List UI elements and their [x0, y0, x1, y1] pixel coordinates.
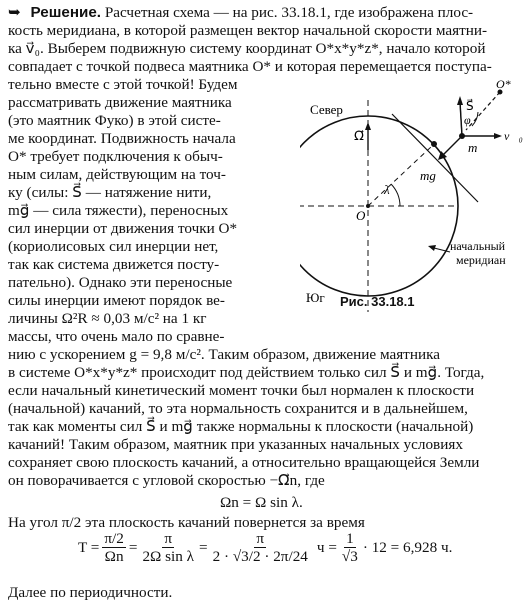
fraction-2-den: 2Ω sin λ: [142, 548, 194, 565]
suspension-label: O*: [496, 80, 511, 91]
full-line-4: (начальной) качаний, то эта нормальность сохранится и в дальнейшем,: [8, 400, 468, 417]
left-line-5: ным силам, действующим на точ-: [8, 166, 226, 183]
omega-arrowhead: [365, 122, 371, 130]
fraction-1: [102, 530, 125, 565]
surface-point: [431, 141, 437, 147]
full-line-6: качаний! Таким образом, маятник при указанных начальных условиях: [8, 436, 463, 453]
full-line-2: в системе O*x*y*z* происходит под действием только сил S⃗ и mg⃗. Тогда,: [8, 364, 485, 381]
meridian-pointer-head: [428, 245, 436, 251]
full-line-5: так как моменты сил S⃗ и mg⃗ также нормальны к плоскости (начальной): [8, 418, 474, 435]
fraction-4-num: 1: [346, 530, 354, 547]
unit-hours: ч =: [316, 538, 337, 556]
left-line-13: личины Ω²R ≈ 0,03 м/с² на 1 кг: [8, 310, 207, 327]
fraction-1-den: Ωn: [104, 548, 124, 565]
fraction-4: [340, 530, 360, 565]
left-line-14: массы, что очень мало по сравне-: [8, 328, 225, 345]
left-line-4: O* требует подключения к обыч-: [8, 148, 223, 165]
fraction-1-num: π/2: [104, 530, 124, 547]
south-label: Юг: [306, 290, 325, 305]
meridian-figure: [300, 80, 528, 320]
intro-line-5: тельно вместе с этой точкой! Будем: [8, 76, 238, 93]
intro-line-3: ка v⃗₀. Выберем подвижную систему координат O*x*y*z*, начало которой: [8, 40, 486, 57]
full-line-1: нию с ускорением g = 9,8 м/с². Таким образом, движение маятника: [8, 346, 440, 363]
tension-label: S⃗: [466, 99, 474, 113]
phi-label: φ: [464, 113, 471, 127]
origin-point: [366, 204, 370, 208]
left-line-12: силы инерции имеют порядок ве-: [8, 292, 225, 309]
fraction-4-den: √3: [341, 548, 358, 565]
left-line-11: пательно). Однако эти переносные: [8, 274, 233, 291]
equals-1: =: [128, 538, 138, 556]
equals-2: =: [199, 538, 208, 556]
lambda-label: λ: [384, 182, 390, 197]
left-line-9: (кориолисовых сил инерции нет,: [8, 238, 219, 255]
mass-point: [459, 133, 465, 139]
full-line-8: он поворачивается с угловой скоростью −Ω⃗n, где: [8, 472, 325, 489]
tension-arrowhead: [457, 96, 463, 105]
formula-tail: · 12 = 6,928 ч.: [362, 538, 453, 556]
north-label: Север: [310, 102, 343, 117]
full-line-7: сохраняет свою плоскость качаний, а относительно вращающейся Земли: [8, 454, 480, 471]
tangent-line: [392, 114, 478, 202]
last-line: Далее по периодичности.: [8, 584, 173, 601]
formula-omega-n: Ωn = Ω sin λ.: [220, 494, 303, 511]
tension-arrow: [460, 102, 462, 136]
intro-line-1: [8, 4, 473, 22]
phi-arc: [472, 112, 478, 126]
solution-heading: Решение.: [30, 4, 102, 21]
meridian-label-1: начальный: [450, 239, 506, 253]
turn-time-line: На угол π/2 эта плоскость качаний повернется за время: [8, 514, 365, 531]
omega-label: Ω⃗: [354, 128, 364, 143]
left-line-2: (это маятник Фуко) в этой систе-: [8, 112, 221, 129]
gravity-arrow: [442, 136, 462, 156]
intro-line-2: кость меридиана, в которой размещен вектор начальной скорости маятни-: [8, 22, 488, 39]
intro-text-1: Расчетная схема — на рис. 33.18.1, где изображена плос-: [104, 4, 474, 21]
fraction-3-num: π: [256, 530, 265, 547]
lambda-arc: [391, 184, 400, 206]
intro-line-4: совпадает с точкой подвеса маятника O* и которая перемещается поступа-: [8, 58, 492, 75]
origin-label: O: [356, 208, 366, 223]
left-line-10: так как система движется посту-: [8, 256, 220, 273]
left-line-8: сил инерции от движения точки O*: [8, 220, 238, 237]
meridian-label-2: меридиан: [456, 253, 506, 267]
period-formula: [78, 530, 452, 565]
left-line-1: рассматривать движение маятника: [8, 94, 232, 111]
velocity-label: v⃗₀: [504, 129, 523, 143]
meridian-diagram: [300, 80, 528, 320]
full-line-3: если начальный кинетический момент точки был нормален к плоскости: [8, 382, 475, 399]
fraction-2: [140, 530, 196, 565]
fraction-3: [211, 530, 310, 565]
velocity-arrowhead: [494, 133, 502, 139]
formula-lhs: T =: [78, 538, 100, 556]
arrow-marker-icon: ➥: [8, 4, 21, 21]
figure-caption: Рис. 33.18.1: [340, 294, 415, 309]
left-line-3: ме координат. Подвижность начала: [8, 130, 236, 147]
fraction-2-num: π: [164, 530, 173, 547]
gravity-label: mg⃗: [420, 168, 446, 183]
left-line-7: mg⃗ — сила тяжести), переносных: [8, 202, 229, 219]
left-line-6: ку (силы: S⃗ — натяжение нити,: [8, 184, 212, 201]
mass-label: m: [468, 140, 478, 155]
fraction-3-den: 2 · √3/2 · 2π/24: [212, 548, 308, 565]
